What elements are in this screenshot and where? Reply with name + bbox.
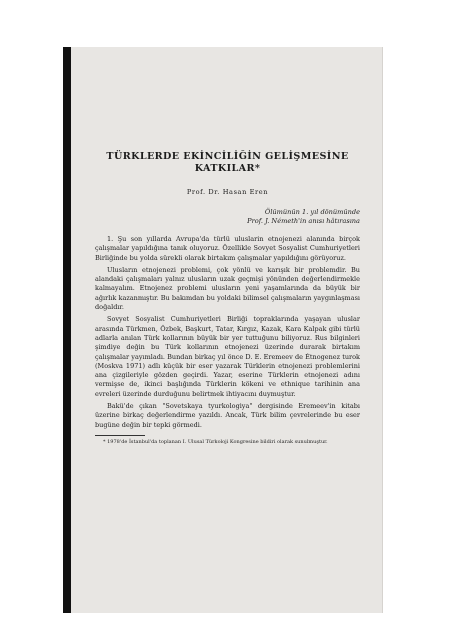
title-line-1: TÜRKLERDE EKİNCİLİĞİN GELİŞMESİNE — [106, 151, 349, 162]
paragraph-2: Ulusların etnojenezi problemi, çok yönlü ve karışık bir problemdir. Bu alandaki çalışmaları yalnız ulusların uzak geçmişi yönünden değerlendirmekle kalmayalım. Etnojenez problemi ulusların yeni yaşamlarında da büyük bir ağırlık kazanmıştır. Bu bakımdan bu yoldaki bilimsel çalışmaların yaygınlaşması doğaldır. — [95, 265, 360, 312]
footnote: * 1978'de İstanbul'da toplanan I. Ulusal Türkoloji Kongresine bildiri olarak sunulmuştur. — [103, 438, 328, 445]
author-name: Prof. Dr. Hasan Eren — [186, 188, 269, 196]
dedication-line-1: Ölümünün 1. yıl dönümünde — [264, 208, 360, 216]
scan-binding-edge — [63, 47, 71, 613]
paragraph-4: Bakü'de çıkan "Sovetskaya tyurkologiya" dergisinde Eremeev'in kitabı üzerine birkaç değerlendirme yazıldı. Ancak, Türk bilim çevrelerinde bu eser bugüne değin bir tepki görmedi. — [95, 402, 360, 429]
dedication-line-2: Prof. J. Németh'in anısı hâtırasına — [247, 217, 360, 225]
document-page — [71, 47, 383, 613]
article-title — [95, 151, 360, 175]
dedication — [95, 208, 360, 226]
paragraph-1: 1. Şu son yıllarda Avrupa'da türlü uluslarin etnojenezi alanında birçok çalışmalar yapıldığına tanık oluyoruz. Özellikle Sovyet Sosyalist Cumhuriyetleri Birliğinde bu yolda sürekli olarak birtakım çalışmalar yapıldığını görüyoruz. — [95, 235, 360, 262]
title-line-2: KATKILAR* — [194, 163, 261, 174]
footnote-divider — [95, 435, 145, 436]
paragraph-3: Sovyet Sosyalist Cumhuriyetleri Birliği topraklarında yaşayan uluslar arasında Türkmen, Özbek, Başkurt, Tatar, Kırgız, Kazak, Kara Kalpak gibi türlü adlarla anılan Türk kollarının büyük bir yer tuttuğunu biliyoruz. Rus bilginleri şimdiye değin bu Türk kollarının etnojenezi üzerinde durarak birtakım çalışmalar yayımladı. Bundan birkaç yıl önce D. E. Eremeev de Étnogenez turok (Moskva 1971) adlı küçük bir eser yazarak Türklerin etnojenezi problemlerini ana çizgileriyle gözden geçirdi. Yazar, eserine Türklerin etnojenezi adını vermişse de, ikinci başlığında Türklerin kökeni ve ethnique tarihinin ana evreleri üzerinde durduğunu belirtmek ihtiyacını duymuştur. — [95, 315, 360, 398]
